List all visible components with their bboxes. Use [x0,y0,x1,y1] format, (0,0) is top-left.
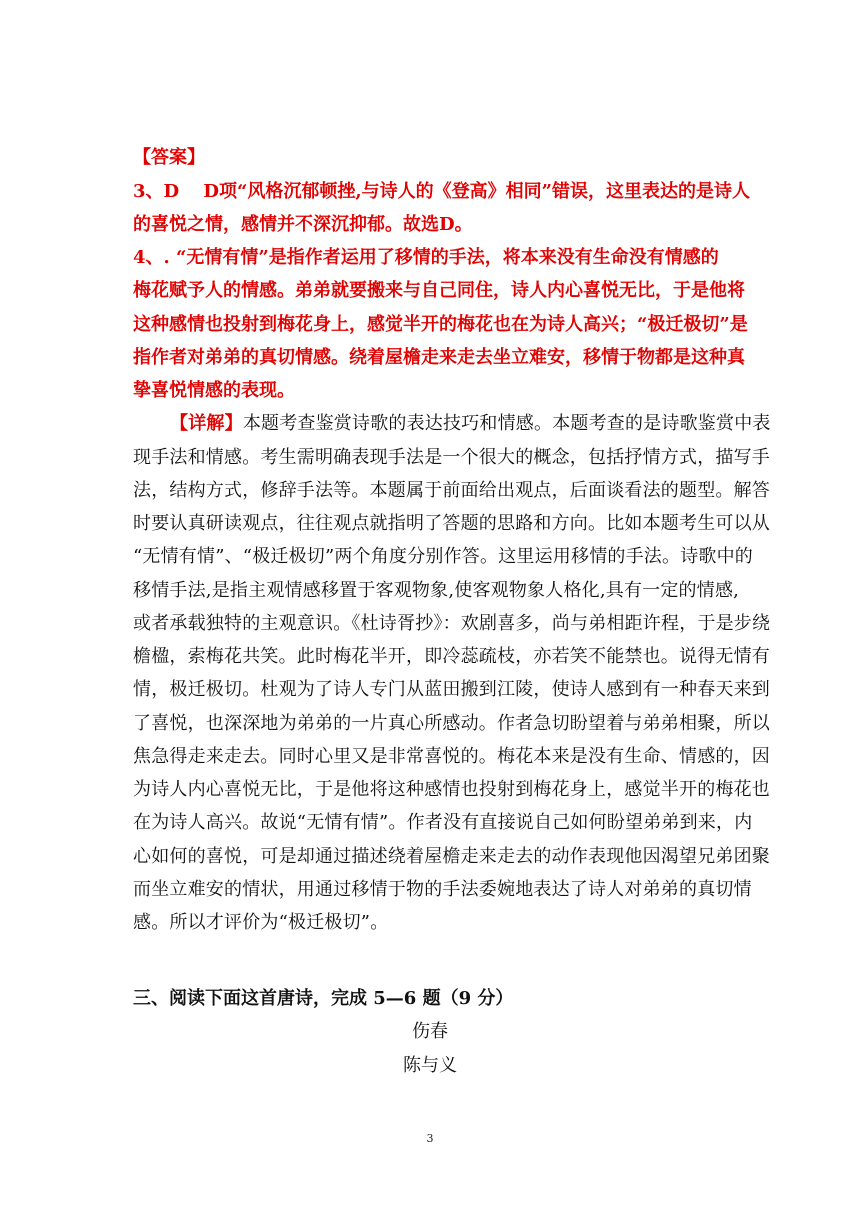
answer-line: 挚喜悦情感的表现。 [133,380,295,401]
detail-line: 现手法和情感。考生需明确表现手法是一个很大的概念，包括抒情方式，描写手 [133,447,770,468]
detail-line: 或者承载独特的主观意识。《杜诗胥抄》：欢剧喜多，尚与弟相距许程，于是步绕 [133,613,771,634]
answer-line: 4、. “无情有情”是指作者运用了移情的手法，将本来没有生命没有情感的 [133,247,719,268]
detail-line: 而坐立难安的情状，用通过移情于物的手法委婉地表达了诗人对弟弟的真切情 [133,879,752,900]
answer-line: 这种感情也投射到梅花身上，感觉半开的梅花也在为诗人高兴；“极迁极切”是 [133,314,748,335]
detail-line: 为诗人内心喜悦无比，于是他将这种感情也投射到梅花身上，感觉半开的梅花也 [133,779,770,800]
answer-line: 梅花赋予人的情感。弟弟就要搬来与自己同住，诗人内心喜悦无比，于是他将 [133,280,745,301]
detail-line: 情，极迁极切。杜观为了诗人专门从蓝田搬到江陵，使诗人感到有一种春天来到 [133,679,770,700]
detail-first-line [170,412,771,436]
answer-line: 指作者对弟弟的真切情感。绕着屋檐走来走去坐立难安，移情于物都是这种真 [133,347,745,368]
page-number: 3 [426,1132,434,1145]
detail-first-text: 本题考查鉴赏诗歌的表达技巧和情感。本题考查的是诗歌鉴赏中表 [242,413,771,434]
detail-line: 心如何的喜悦，可是却通过描述绕着屋檐走来走去的动作表现他因渴望兄弟团聚 [133,846,770,867]
section-heading: 三、阅读下面这首唐诗，完成 5—6 题（9 分） [133,988,514,1009]
detail-line: 感。所以才评价为“极迁极切”。 [133,912,389,933]
answer-line: 的喜悦之情，感情并不深沉抑郁。故选D。 [133,214,473,235]
detail-line: 移情手法,是指主观情感移置于客观物象,使客观物象人格化,具有一定的情感, [133,580,740,601]
detail-line: 在为诗人高兴。故说“无情有情”。作者没有直接说自己如何盼望弟弟到来，内 [133,812,753,833]
detail-line: 法，结构方式，修辞手法等。本题属于前面给出观点，后面谈看法的题型。解答 [133,480,770,501]
detail-line: 檐楹，索梅花共笑。此时梅花半开，即冷蕊疏枝，亦若笑不能禁也。说得无情有 [133,646,770,667]
detail-line: 焦急得走来走去。同时心里又是非常喜悦的。梅花本来是没有生命、情感的，因 [133,746,770,767]
detail-line: 时要认真研读观点，往往观点就指明了答题的思路和方向。比如本题考生可以从 [133,513,770,534]
detail-line: 了喜悦，也深深地为弟弟的一片真心所感动。作者急切盼望着与弟弟相聚，所以 [133,713,770,734]
poem-author: 陈与义 [403,1055,457,1076]
answer-heading: 【答案】 [133,147,205,168]
detail-tag: 【详解】 [170,413,243,434]
detail-line: “无情有情”、“极迁极切”两个角度分别作答。这里运用移情的手法。诗歌中的 [133,546,754,567]
poem-title: 伤春 [412,1021,448,1042]
answer-line: 3、D D项“风格沉郁顿挫,与诗人的《登高》相同”错误，这里表达的是诗人 [133,181,750,202]
